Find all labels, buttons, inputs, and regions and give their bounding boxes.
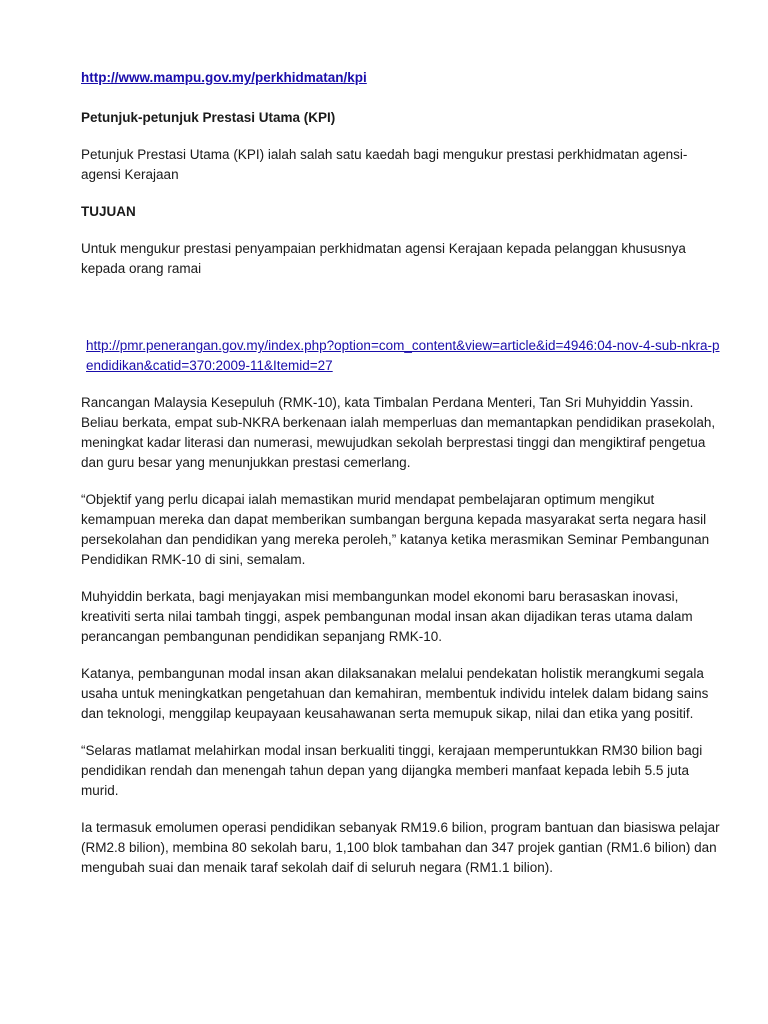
- tujuan-heading: TUJUAN: [81, 204, 136, 219]
- kpi-title: Petunjuk-petunjuk Prestasi Utama (KPI): [81, 110, 336, 125]
- paragraph-modal-insan: Katanya, pembangunan modal insan akan dilaksanakan melalui pendekatan holistik merangkumi segala usaha untuk meningkatkan pengetahuan dan kemahiran, membentuk individu intelek dalam bidang sains dan teknologi, menggilap keupayaan keusahawanan serta memupuk sikap, nilai dan etika yang positif.: [81, 666, 709, 721]
- kpi-intro-paragraph: Petunjuk Prestasi Utama (KPI) ialah salah satu kaedah bagi mengukur prestasi perkhidmatan agensi-agensi Kerajaan: [81, 147, 688, 182]
- paragraph-muhyiddin: Muhyiddin berkata, bagi menjayakan misi membangunkan model ekonomi baru berasaskan inovasi, kreativiti serta nilai tambah tinggi, aspek pembangunan modal insan akan dijadikan teras utama dalam perancangan pembangunan pendidikan sepanjang RMK-10.: [81, 589, 693, 644]
- mampu-kpi-link[interactable]: http://www.mampu.gov.my/perkhidmatan/kpi: [81, 70, 367, 85]
- document-page: [81, 68, 721, 878]
- paragraph-rmk10: Rancangan Malaysia Kesepuluh (RMK-10), kata Timbalan Perdana Menteri, Tan Sri Muhyiddin Yassin. Beliau berkata, empat sub-NKRA berkenaan ialah memperluas dan memantapkan pendidikan prasekolah, meningkat kadar literasi dan numerasi, mewujudkan sekolah berprestasi tinggi dan mengiktiraf pengetua dan guru besar yang menunjukkan prestasi cemerlang.: [81, 395, 716, 470]
- paragraph-peruntukan: “Selaras matlamat melahirkan modal insan berkualiti tinggi, kerajaan memperuntukkan RM30 bilion bagi pendidikan rendah dan menengah tahun depan yang dijangka memberi manfaat kepada lebih 5.5 juta murid.: [81, 743, 703, 798]
- paragraph-emolumen: Ia termasuk emolumen operasi pendidikan sebanyak RM19.6 bilion, program bantuan dan biasiswa pelajar (RM2.8 bilion), membina 80 sekolah baru, 1,100 blok tambahan dan 347 projek gantian (RM1.6 bilion) dan mengubah suai dan menaik taraf sekolah daif di seluruh negara (RM1.1 bilion).: [81, 820, 720, 875]
- paragraph-objektif: “Objektif yang perlu dicapai ialah memastikan murid mendapat pembelajaran optimum mengikut kemampuan mereka dan dapat memberikan sumbangan berguna kepada masyarakat serta negara hasil persekolahan dan pendidikan yang mereka peroleh,” katanya ketika merasmikan Seminar Pembangunan Pendidikan RMK-10 di sini, semalam.: [81, 492, 710, 567]
- penerangan-article-link[interactable]: http://pmr.penerangan.gov.my/index.php?option=com_content&view=article&id=4946:04-nov-4-sub-nkra-pendidikan&catid=370:2009-11&Itemid=27: [86, 338, 720, 373]
- tujuan-paragraph: Untuk mengukur prestasi penyampaian perkhidmatan agensi Kerajaan kepada pelanggan khususnya kepada orang ramai: [81, 241, 686, 276]
